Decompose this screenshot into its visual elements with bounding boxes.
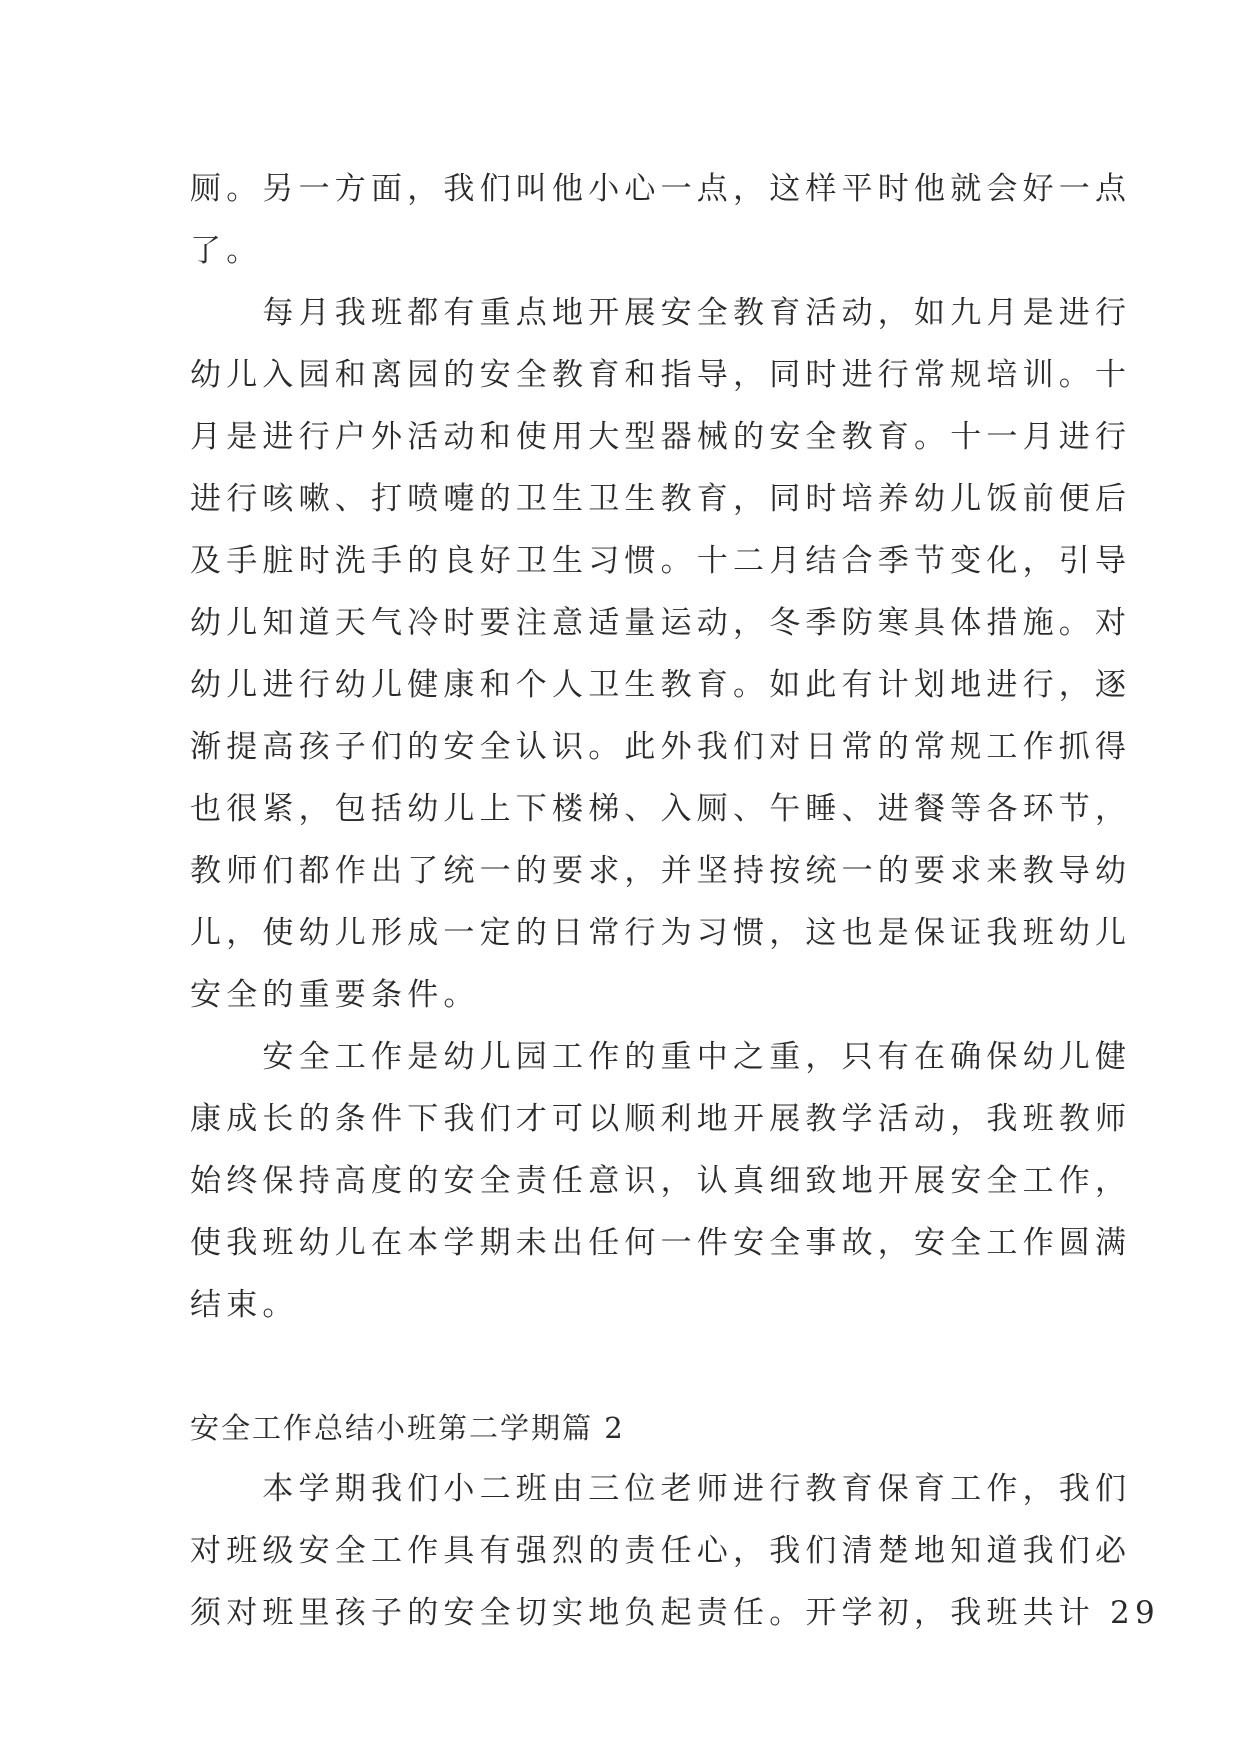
- text-line: 月是进行户外活动和使用大型器械的安全教育。十一月进行: [190, 419, 1132, 455]
- text-line: 安全的重要条件。: [190, 977, 480, 1013]
- text-line: 使我班幼儿在本学期未出任何一件安全事故，安全工作圆满: [190, 1225, 1132, 1261]
- text-line: 也很紧，包括幼儿上下楼梯、入厕、午睡、进餐等各环节，: [190, 791, 1132, 827]
- document-body: [190, 158, 1160, 1644]
- text-line: 结束。: [190, 1287, 299, 1323]
- text-line: 康成长的条件下我们才可以顺利地开展教学活动，我班教师: [190, 1101, 1132, 1137]
- text-line: 渐提高孩子们的安全认识。此外我们对日常的常规工作抓得: [190, 729, 1132, 765]
- section-heading: 安全工作总结小班第二学期篇 2: [190, 1411, 625, 1445]
- text-line: 及手脏时洗手的良好卫生习惯。十二月结合季节变化，引导: [190, 543, 1132, 579]
- text-line: 儿，使幼儿形成一定的日常行为习惯，这也是保证我班幼儿: [190, 915, 1132, 951]
- text-line: 幼儿知道天气冷时要注意适量运动，冬季防寒具体措施。对: [190, 605, 1132, 641]
- text-line: 幼儿入园和离园的安全教育和指导，同时进行常规培训。十: [190, 357, 1132, 393]
- text-line: 始终保持高度的安全责任意识，认真细致地开展安全工作，: [190, 1163, 1132, 1199]
- text-line: 进行咳嗽、打喷嚏的卫生卫生教育，同时培养幼儿饭前便后: [190, 481, 1132, 517]
- text-line: 教师们都作出了统一的要求，并坚持按统一的要求来教导幼: [190, 853, 1132, 889]
- text-line: 须对班里孩子的安全切实地负起责任。开学初，我班共计 29: [190, 1595, 1160, 1631]
- text-line: 安全工作是幼儿园工作的重中之重，只有在确保幼儿健: [190, 1039, 1132, 1075]
- section-spacer: [190, 1336, 1052, 1398]
- text-line: 本学期我们小二班由三位老师进行教育保育工作，我们: [190, 1471, 1132, 1507]
- text-line: 厕。另一方面，我们叫他小心一点，这样平时他就会好一点: [190, 171, 1132, 207]
- text-line: 每月我班都有重点地开展安全教育活动，如九月是进行: [190, 295, 1132, 331]
- text-line: 了。: [190, 233, 263, 269]
- text-line: 幼儿进行幼儿健康和个人卫生教育。如此有计划地进行，逐: [190, 667, 1132, 703]
- text-line: 对班级安全工作具有强烈的责任心，我们清楚地知道我们必: [190, 1533, 1132, 1569]
